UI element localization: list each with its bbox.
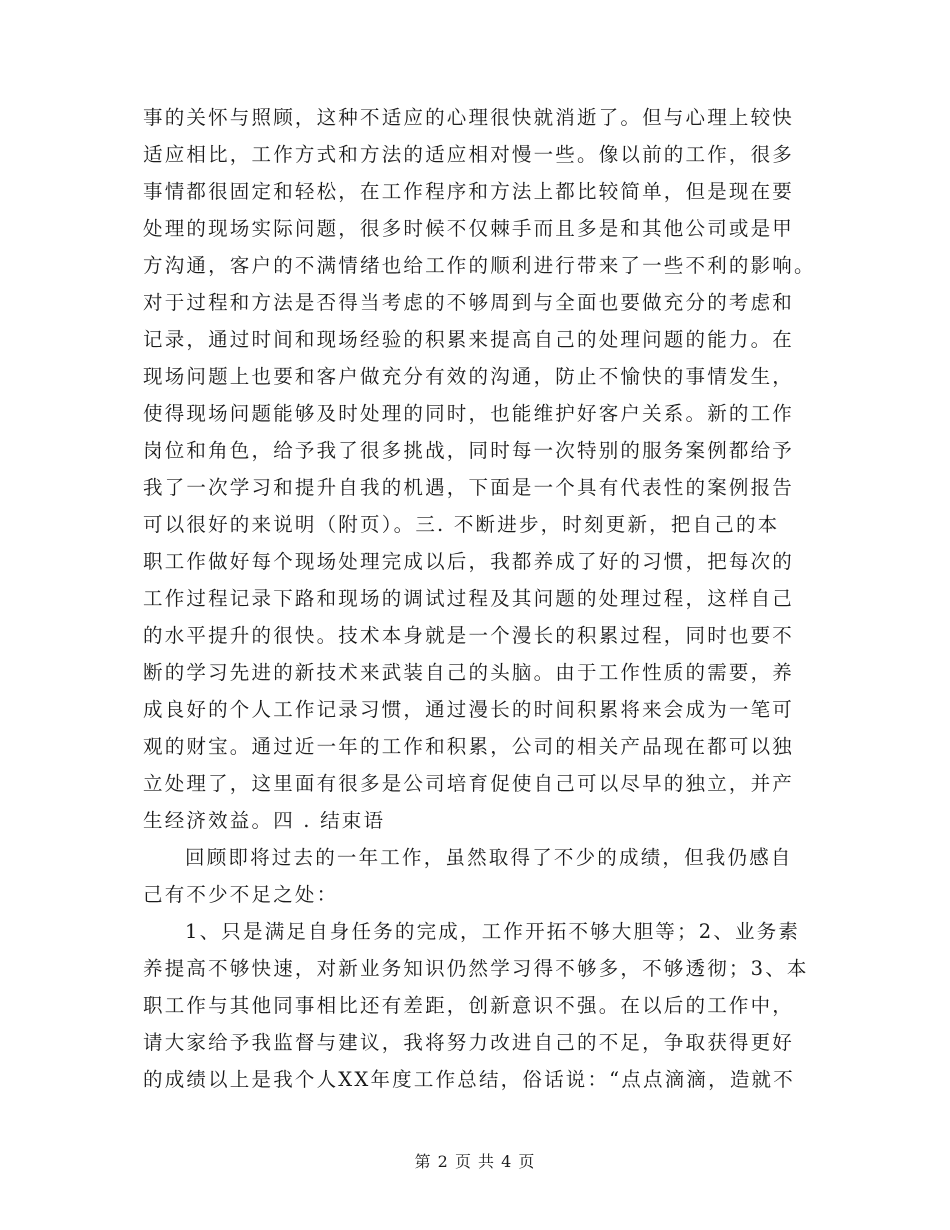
body-text-line: 方沟通，客户的不满情绪也给工作的顺利进行带来了一些不利的影响。 bbox=[143, 254, 816, 277]
body-text-line: 观的财宝。通过近一年的工作和积累，公司的相关产品现在都可以独 bbox=[143, 735, 795, 758]
body-text-line: 断的学习先进的新技术来武装自己的头脑。由于工作性质的需要，养 bbox=[143, 661, 795, 684]
page-number-footer: 第 2 页 共 4 页 bbox=[414, 1152, 536, 1171]
body-text-line: 可以很好的来说明（附页）。三. 不断进步，时刻更新，把自己的本 bbox=[143, 513, 780, 536]
body-text-line: 记录，通过时间和现场经验的积累来提高自己的处理问题的能力。在 bbox=[143, 328, 795, 351]
body-text-line: 养提高不够快速，对新业务知识仍然学习得不够多，不够透彻；3、本 bbox=[143, 957, 809, 980]
body-text-line: 处理的现场实际问题，很多时候不仅棘手而且多是和其他公司或是甲 bbox=[143, 217, 795, 240]
body-text-line: 请大家给予我监督与建议，我将努力改进自己的不足，争取获得更好 bbox=[143, 1031, 795, 1054]
body-text-line: 的水平提升的很快。技术本身就是一个漫长的积累过程，同时也要不 bbox=[143, 624, 795, 647]
body-text-line: 成良好的个人工作记录习惯，通过漫长的时间积累将来会成为一笔可 bbox=[143, 698, 795, 721]
body-text-line: 事的关怀与照顾，这种不适应的心理很快就消逝了。但与心理上较快 bbox=[143, 106, 795, 129]
body-text-line: 立处理了，这里面有很多是公司培育促使自己可以尽早的独立，并产 bbox=[143, 772, 795, 795]
body-text-line: 的成绩以上是我个人XX年度工作总结，俗话说：“点点滴滴，造就不 bbox=[143, 1068, 795, 1091]
body-text-line: 对于过程和方法是否得当考虑的不够周到与全面也要做充分的考虑和 bbox=[143, 291, 795, 314]
body-text-line: 己有不少不足之处： bbox=[143, 883, 339, 906]
body-text-line: 我了一次学习和提升自我的机遇，下面是一个具有代表性的案例报告 bbox=[143, 476, 795, 499]
paragraph-first-line: 1、只是满足自身任务的完成，工作开拓不够大胆等；2、业务素 bbox=[185, 920, 801, 943]
body-text-line: 工作过程记录下路和现场的调试过程及其问题的处理过程，这样自己 bbox=[143, 587, 795, 610]
body-text-line: 岗位和角色，给予我了很多挑战，同时每一次特别的服务案例都给予 bbox=[143, 439, 795, 462]
body-text-line: 现场问题上也要和客户做充分有效的沟通，防止不愉快的事情发生， bbox=[143, 365, 795, 388]
body-text-line: 职工作与其他同事相比还有差距，创新意识不强。在以后的工作中， bbox=[143, 994, 795, 1017]
body-text-line: 事情都很固定和轻松，在工作程序和方法上都比较简单，但是现在要 bbox=[143, 180, 795, 203]
body-text-line: 生经济效益。四 . 结束语 bbox=[143, 809, 386, 832]
paragraph-first-line: 回顾即将过去的一年工作，虽然取得了不少的成绩，但我仍感自 bbox=[185, 846, 793, 869]
body-text-line: 职工作做好每个现场处理完成以后，我都养成了好的习惯，把每次的 bbox=[143, 550, 795, 573]
body-text-line: 使得现场问题能够及时处理的同时，也能维护好客户关系。新的工作 bbox=[143, 402, 795, 425]
body-text-line: 适应相比，工作方式和方法的适应相对慢一些。像以前的工作，很多 bbox=[143, 143, 795, 166]
